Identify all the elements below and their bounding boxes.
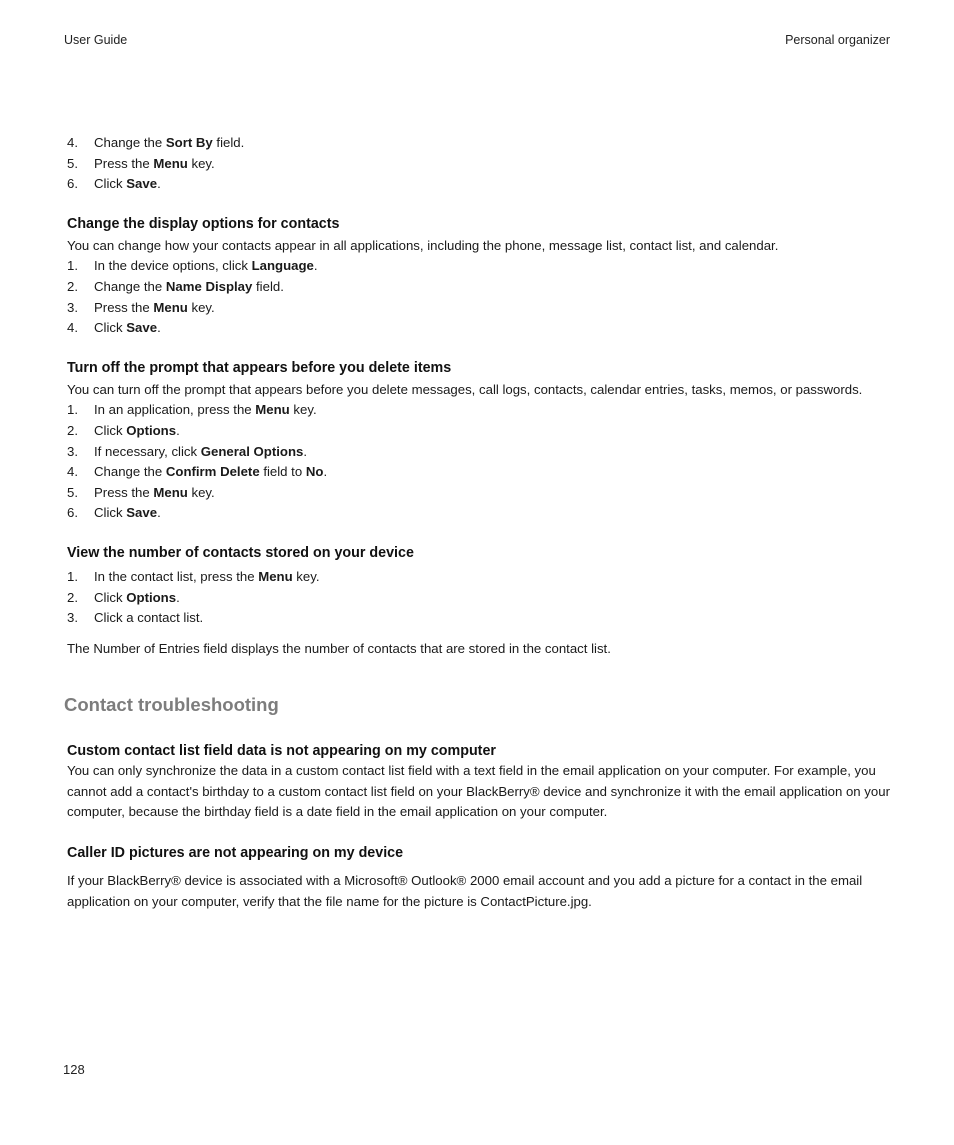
running-header-left: User Guide (64, 33, 128, 47)
step-item: 3. Click a contact list. (67, 610, 204, 626)
step-item: 1. In an application, press the Menu key. (67, 402, 317, 418)
step-item: 5. Press the Menu key. (67, 484, 215, 500)
section-heading: Caller ID pictures are not appearing on my device (67, 845, 404, 862)
step-item: 4. Click Save. (67, 320, 161, 336)
section-display-options (67, 214, 897, 339)
step-item: 4. Change the Confirm Delete field to No. (67, 464, 328, 480)
step-item: 6. Click Save. (67, 505, 161, 521)
step-list (67, 256, 897, 338)
step-item: 4. Change the Sort By field. (67, 135, 245, 150)
section-heading: View the number of contacts stored on your device (67, 544, 414, 561)
section-heading: Change the display options for contacts (67, 215, 340, 232)
step-list (67, 400, 897, 524)
section-body: You can only synchronize the data in a custom contact list field with a text field in the email application on your computer. For example, you cannot add a contact's birthday to a custom contact list field on your BlackBerry® device and synchronize it with the email application on your computer, because the birthday field is a date field in the email application on your computer. (67, 763, 890, 820)
section-body: If your BlackBerry® device is associated with a Microsoft® Outlook® 2000 email account and you add a picture for a contact in the email application on your computer, verify that the file name for the picture is ContactPicture.jpg. (67, 873, 863, 909)
section-custom-field (67, 741, 897, 823)
step-item: 2. Click Options. (67, 422, 180, 438)
page-content (64, 133, 897, 912)
step-list (67, 567, 897, 629)
running-header-right: Personal organizer (785, 33, 890, 47)
continued-step-list (67, 133, 897, 195)
step-item: 3. If necessary, click General Options. (67, 443, 308, 459)
section-heading: Custom contact list field data is not appearing on my computer (67, 743, 496, 760)
page-number: 128 (63, 1062, 85, 1077)
section-caller-id (67, 843, 897, 912)
section-intro: You can turn off the prompt that appears before you delete messages, call logs, contacts, calendar entries, tasks, memos, or passwords. (67, 381, 863, 397)
step-item: 2. Click Options. (67, 589, 180, 605)
section-delete-prompt (67, 358, 897, 524)
step-item: 6. Click Save. (67, 176, 161, 192)
step-item: 1. In the device options, click Language. (67, 258, 318, 274)
section-heading: Turn off the prompt that appears before you delete items (67, 359, 452, 376)
step-item: 3. Press the Menu key. (67, 299, 215, 315)
chapter-heading: Contact troubleshooting (64, 694, 279, 716)
step-item: 2. Change the Name Display field. (67, 278, 284, 294)
step-item: 5. Press the Menu key. (67, 155, 215, 171)
section-count-contacts (67, 543, 897, 659)
step-item: 1. In the contact list, press the Menu key. (67, 568, 320, 584)
section-note: The Number of Entries field displays the number of contacts that are stored in the contact list. (67, 640, 611, 656)
section-intro: You can change how your contacts appear in all applications, including the phone, message list, contact list, and calendar. (67, 237, 779, 253)
